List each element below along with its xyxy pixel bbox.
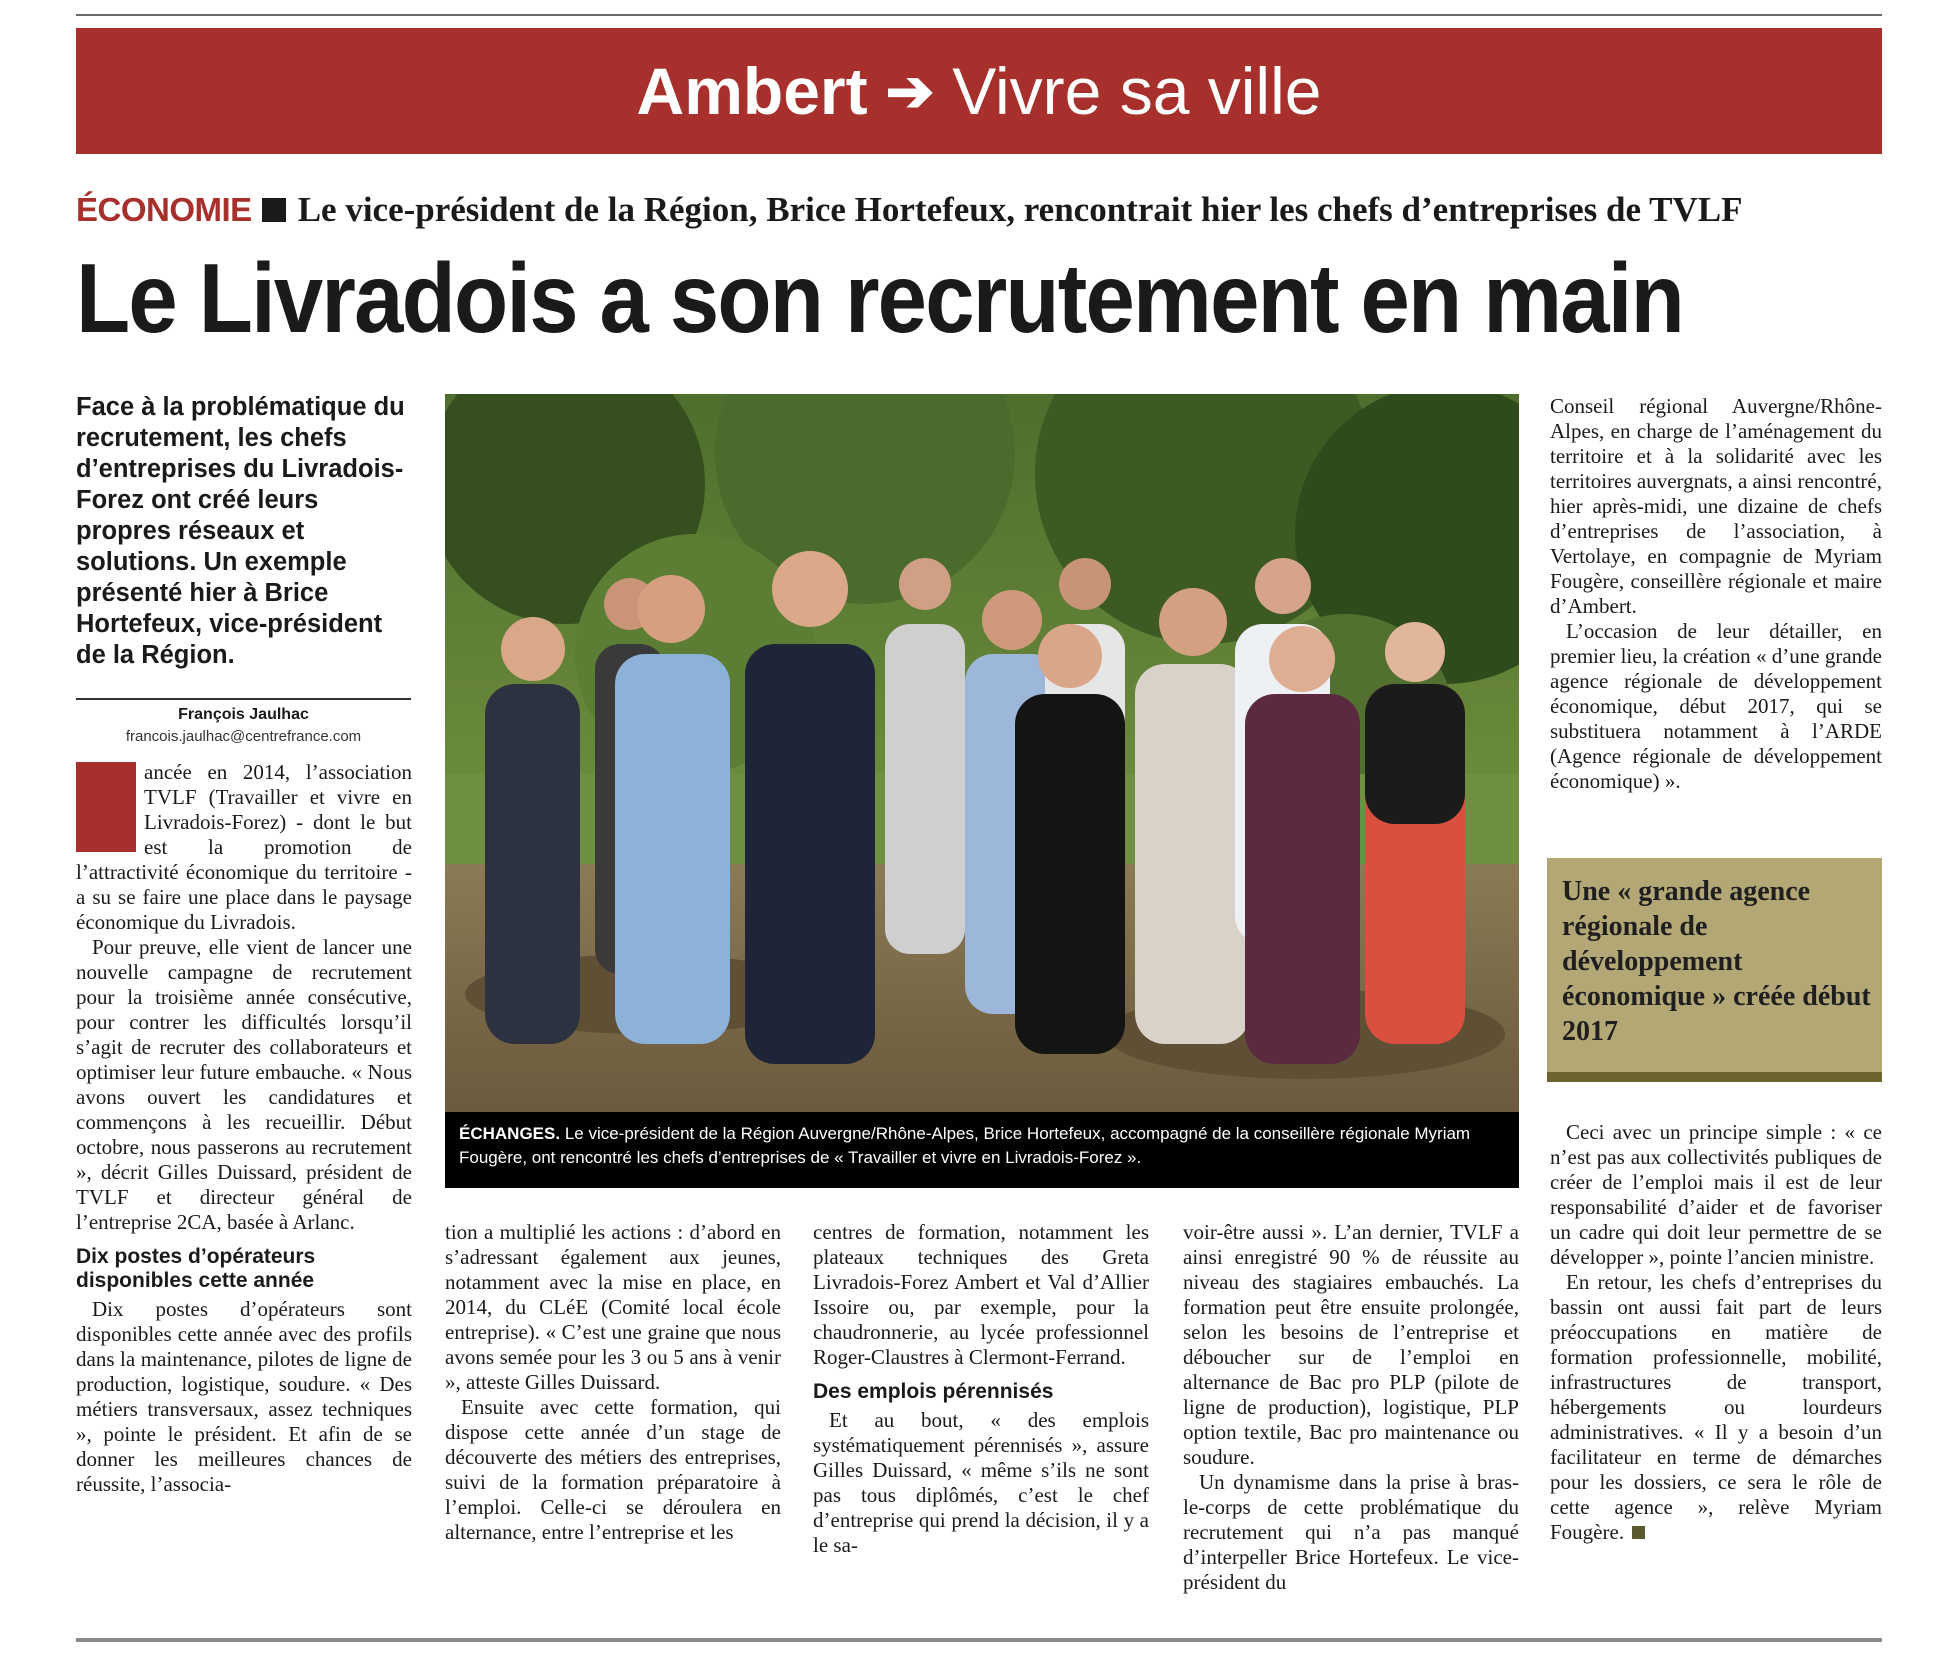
paragraph: tion a multiplié les actions : d’abord en s’adressant également aux jeunes, notamment avec la mise en place, en 2014, du CLéE (Comité local école entreprise). « C’est une graine que nous avons semée pour les 3 ou 5 ans à venir », atteste Gilles Duissard. <box>445 1220 781 1394</box>
end-square-icon <box>1632 1526 1645 1539</box>
group-photo <box>445 394 1519 1112</box>
paragraph: Conseil régional Auvergne/Rhône-Alpes, en charge de l’aménagement du territoire et à la solidarité avec les territoires auvergnats, a ainsi rencontré, hier après-midi, une dizaine de chefs d’entreprises de l’association, à Vertolaye, en compagnie de Myriam Fougère, conseillère régionale et maire d’Ambert. <box>1550 394 1882 618</box>
caption-label: ÉCHANGES. <box>459 1124 561 1143</box>
paragraph: centres de formation, notamment les plateaux techniques des Greta Livradois-Forez Ambert et Val d’Allier Issoire ou, par exemple, pour la chaudronnerie, au lycée professionnel Roger-Claustres à Clermont-Ferrand. <box>813 1220 1149 1369</box>
paragraph: Dix postes d’opérateurs sont disponibles cette année avec des profils dans la maintenance, pilotes de ligne de production, logistique, soudure. « Des métiers transversaux, assez techniques », pointe le président. Et afin de se donner les meilleures chances de réussite, l’associa- <box>76 1297 412 1496</box>
paragraph: voir-être aussi ». L’an dernier, TVLF a ainsi enregistré 90 % de réussite au niveau des stagiaires embauchés. La formation peut être ensuite prolongée, selon les besoins de l’entreprise et déboucher sur de l’emploi en alternance de Bac pro PLP (pilote de ligne de production), logistique, PLP option textile, Bac pro maintenance ou soudure. <box>1183 1220 1519 1469</box>
paragraph: Ensuite avec cette formation, qui dispose cette année d’un stage de découverte des métiers des entreprises, suivi de la formation préparatoire à l’emploi. Celle-ci se déroulera en alternance, entre l’entreprise et les <box>445 1395 781 1544</box>
banner-title <box>76 28 1882 154</box>
kicker-tag: ÉCONOMIE <box>76 191 252 228</box>
headline: Le Livradois a son recrutement en main <box>76 243 1683 353</box>
pull-quote-text: Une « grande agence régionale de développement économique » créée début 2017 <box>1562 876 1871 1047</box>
article-column-3 <box>813 1220 1149 1558</box>
paragraph-text: En retour, les chefs d’entreprises du bassin ont aussi fait part de leurs préoccupations en matière de formation professionnelle, mobilité, infrastructures de transport, hébergements ou lourdeurs administratives. « Il y a besoin d’un facilitateur en terme de démarches pour les dossiers, ce sera le rôle de cette agence », relève Myriam Fougère. <box>1550 1270 1882 1544</box>
paragraph <box>1550 1270 1882 1545</box>
subheading: Des emplois pérennisés <box>813 1380 1054 1403</box>
article-column-1 <box>76 760 412 1497</box>
top-rule <box>76 14 1882 16</box>
byline-email: francois.jaulhac@centrefrance.com <box>125 728 362 745</box>
paragraph: ancée en 2014, l’association TVLF (Travailler et vivre en Livradois-Forez) - dont le but est la promotion de l’attractivité économique du territoire - a su se faire une place dans le paysage économique du Livradois. <box>76 760 412 934</box>
dropcap <box>76 762 136 852</box>
square-bullet-icon <box>262 198 286 222</box>
paragraph: Ceci avec un principe simple : « ce n’est pas aux collectivités publiques de créer de l’emploi mais il est de leur responsabilité d’aider et de favoriser un cadre qui doit leur permettre de se développer », pointe l’ancien ministre. <box>1550 1120 1882 1269</box>
banner-section: Vivre sa ville <box>952 54 1322 128</box>
banner-place: Ambert <box>636 54 868 128</box>
paragraph: L’occasion de leur détailler, en premier lieu, la création « d’une grande agence régionale de développement économique, début 2017, qui se substituera notamment à l’ARDE (Agence régionale de développement économique) ». <box>1550 619 1882 793</box>
article-column-5-top <box>1550 394 1882 794</box>
byline-rule <box>76 698 411 700</box>
subheading: Dix postes d’opérateurs disponibles cette année <box>76 1245 316 1292</box>
pull-quote-bar <box>1547 1072 1882 1082</box>
section-banner <box>76 28 1882 154</box>
article-column-2 <box>445 1220 781 1545</box>
caption-text: Le vice-président de la Région Auvergne/Rhône-Alpes, Brice Hortefeux, accompagné de la conseillère régionale Myriam Fougère, ont rencontré les chefs d’entreprises de « Travailler et vivre en Livradois-Forez ». <box>459 1124 1471 1167</box>
kicker <box>76 186 1896 234</box>
paragraph: Un dynamisme dans la prise à bras-le-corps de cette problématique du recrutement qui n’a pas manqué d’interpeller Brice Hortefeux. Le vice-président du <box>1183 1470 1519 1594</box>
standfirst: Face à la problématique du recrutement, les chefs d’entreprises du Livradois-Forez ont créé leurs propres réseaux et solutions. Un exemple présenté hier à Brice Hortefeux, vice-président de la Région. <box>76 393 405 669</box>
paragraph: Et au bout, « des emplois systématiquement pérennisés », assure Gilles Duissard, « même s’ils ne sont pas tous diplômés, c’est le chef d’entreprise qui prend la décision, il y a le sa- <box>813 1408 1149 1557</box>
bottom-rule <box>76 1638 1882 1642</box>
paragraph: Pour preuve, elle vient de lancer une nouvelle campagne de recrutement pour la troisième année consécutive, pour contrer les difficultés lorsqu’il s’agit de recruter des collaborateurs et optimiser leur future embauche. « Nous avons ouvert les candidatures et commençons à les recueillir. Début octobre, nous passerons au recrutement », décrit Gilles Duissard, président de TVLF et directeur général de l’entreprise 2CA, basée à Arlanc. <box>76 935 412 1234</box>
byline-author: François Jaulhac <box>178 706 309 723</box>
kicker-text: Le vice-président de la Région, Brice Hortefeux, rencontrait hier les chefs d’entreprises de TVLF <box>297 190 1743 229</box>
article-column-5-bottom <box>1550 1120 1882 1545</box>
arrow-right-icon: ➔ <box>885 59 935 124</box>
article-column-4 <box>1183 1220 1519 1595</box>
photo-caption <box>445 1112 1519 1188</box>
